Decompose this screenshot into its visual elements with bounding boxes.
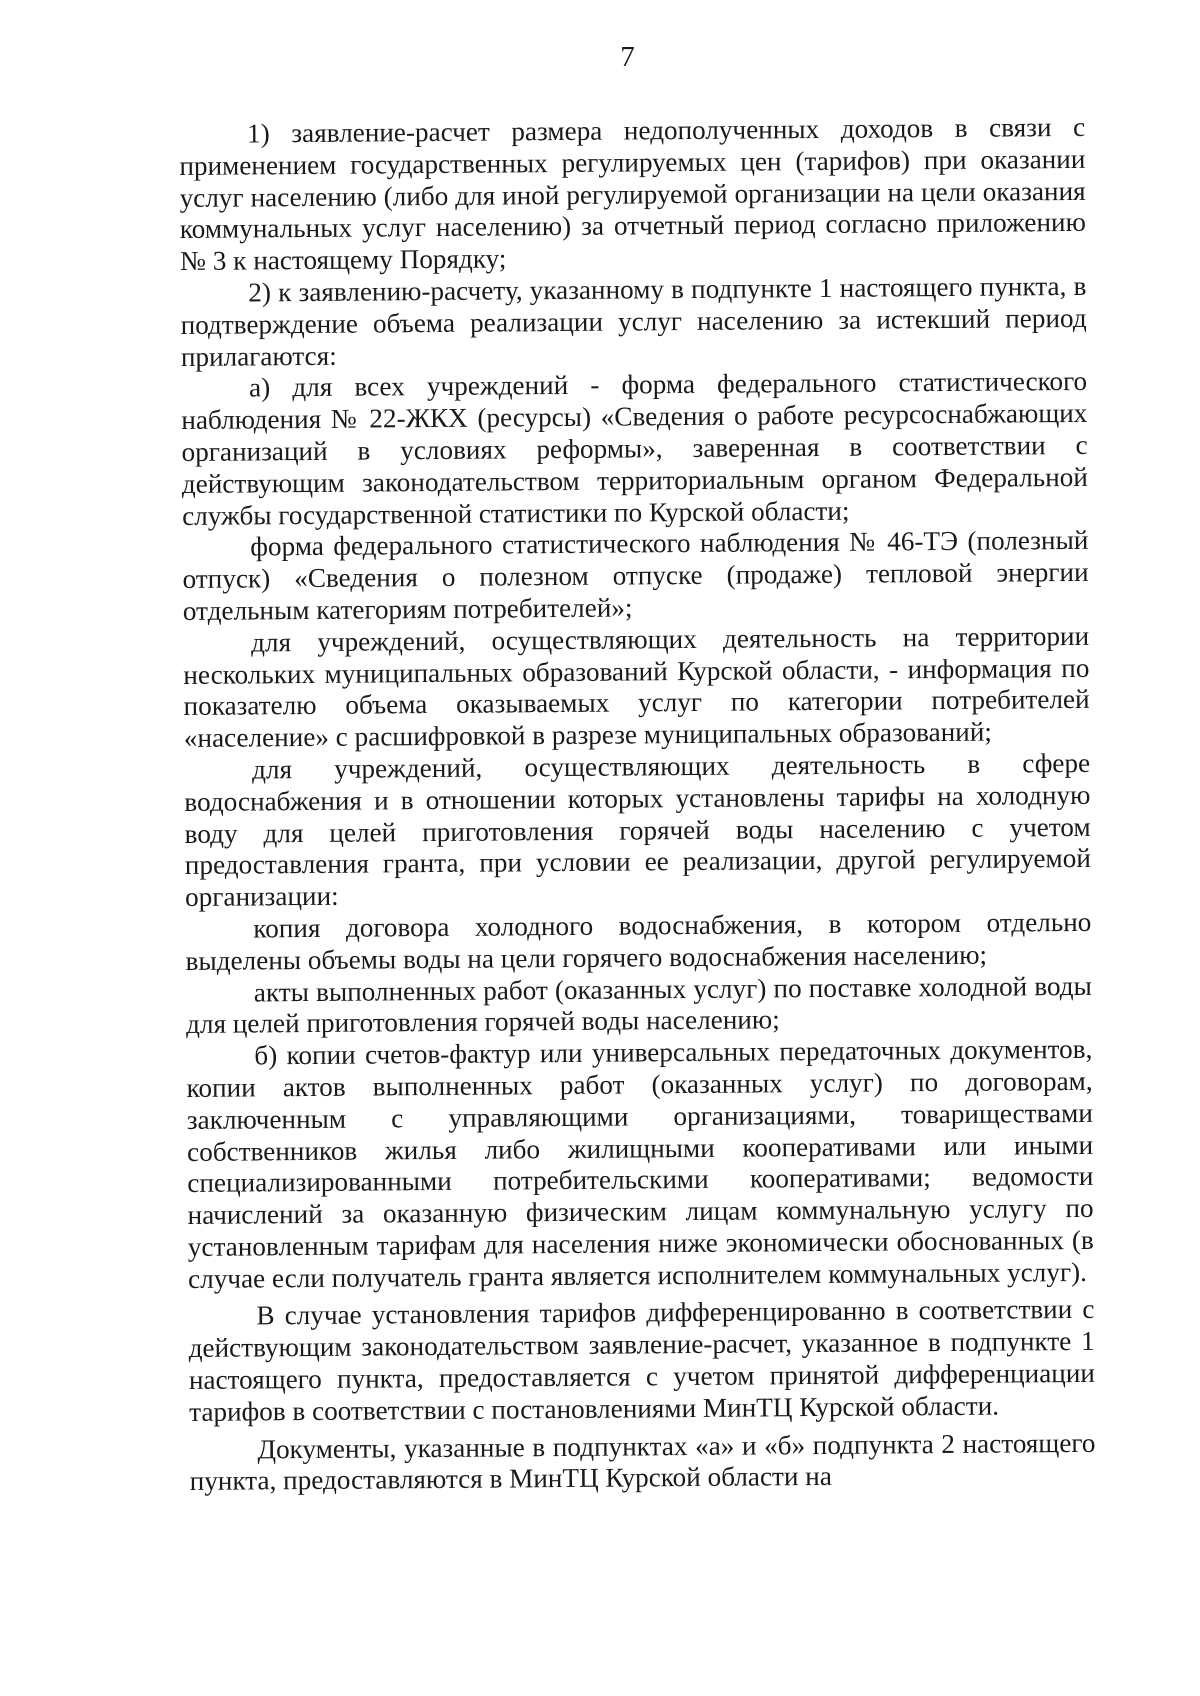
paragraph-water-supply: для учреждений, осуществляющих деятельность в сфере водоснабжения и в отношении которых установлены тарифы на холодную воду для целей приготовления горячей воды населению с учетом предоставления гранта, при условии ее реализации, другой регулируемой организации: — [184, 747, 1091, 913]
paragraph-differentiated-tariffs: В случае установления тарифов дифференцированно в соответствии с действующим законодательством заявление-расчет, указанное в подпункте 1 настоящего пункта, предоставляется с учетом принятой дифференциации тарифов в соответствии с постановлениями МинТЦ Курской области. — [188, 1294, 1095, 1427]
paragraph-municipal-info: для учреждений, осуществляющих деятельность на территории нескольких муниципальных образований Курской области, - информация по показателю объема оказываемых услуг по категории потребителей «население» с расшифровкой в разрезе муниципальных образований; — [183, 620, 1090, 754]
paragraph-b-invoices: б) копии счетов-фактур или универсальных передаточных документов, копии актов выполненных работ (оказанных услуг) по договорам, заключенным с управляющими организациями, товариществами собственников жилья либо жилищными кооперативами или иными специализированными потребительскими кооперативами; ведомости начислений за оказанную физическим лицам коммунальную услугу по установленным тарифам для населения ниже экономически обоснованных (в случае если получатель гранта является исполнителем коммунальных услуг). — [186, 1033, 1094, 1294]
paragraph-form-46: форма федерального статистического наблюдения № 46-ТЭ (полезный отпуск) «Сведения о полезном отпуске (продаже) тепловой энергии отдельным категориям потребителей»; — [182, 525, 1089, 626]
paragraph-documents-submission: Документы, указанные в подпунктах «а» и «б» подпункта 2 настоящего пункта, предоставляются в МинТЦ Курской области на — [189, 1427, 1096, 1497]
paragraph-contract-copy: копия договора холодного водоснабжения, в котором отдельно выделены объемы воды на цели горячего водоснабжения населению; — [185, 906, 1092, 976]
page-number: 7 — [620, 41, 635, 73]
paragraph-1-application: 1) заявление-расчет размера недополученных доходов в связи с применением государственных регулируемых цен (тарифов) при оказании услуг населению (либо для иной регулируемой организации на цели оказания коммунальных услуг населению) за отчетный период согласно приложению № 3 к настоящему Порядку; — [179, 111, 1086, 277]
document-body — [179, 112, 1096, 1498]
paragraph-work-acts: акты выполненных работ (оказанных услуг) по поставке холодной воды для целей приготовления горячей воды населению; — [185, 970, 1092, 1040]
paragraph-2-attachments: 2) к заявлению-расчету, указанному в подпункте 1 настоящего пункта, в подтверждение объема реализации услуг населению за истекший период прилагаются: — [180, 270, 1087, 372]
paragraph-a-form-22: а) для всех учреждений - форма федерального статистического наблюдения № 22-ЖКХ (ресурсы) «Сведения о работе ресурсоснабжающих организаций в условиях реформы», заверенная в соответствии с действующим законодательством территориальным органом Федеральной службы государственной статистики по Курской области; — [181, 366, 1088, 531]
